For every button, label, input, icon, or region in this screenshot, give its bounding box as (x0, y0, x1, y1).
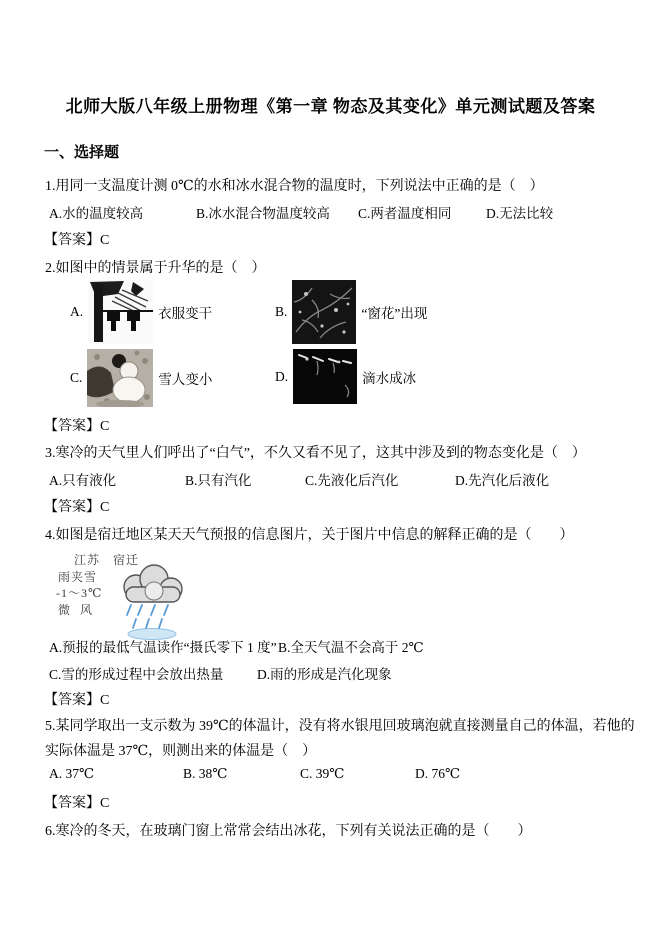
question-3-option-c: C.先液化后汽化 (305, 473, 399, 488)
question-5-option-c: C. 39℃ (300, 766, 345, 781)
question-4-text: 4.如图是宿迁地区某天天气预报的信息图片，关于图片中信息的解释正确的是（ ） (45, 528, 574, 543)
option-label: D. (275, 368, 289, 384)
option-caption: 衣服变干 (158, 306, 213, 321)
question-3-text: 3.寒冷的天气里人们呼出了“白气”，不久又看不见了，这其中涉及到的物态变化是（ ） (45, 446, 586, 461)
question-4-option-c: C.雪的形成过程中会放出热量 (49, 667, 224, 682)
question-3-answer: 【答案】C (44, 500, 110, 515)
question-1-answer: 【答案】C (44, 233, 110, 248)
question-2-option-b (275, 280, 427, 344)
question-4-option-a: A.预报的最低气温读作“摄氏零下 1 度” (49, 640, 277, 655)
question-3-option-a: A.只有液化 (49, 473, 117, 488)
question-5-options (49, 766, 629, 782)
question-3-option-d: D.先汽化后液化 (455, 473, 550, 488)
option-label: A. (70, 304, 84, 319)
question-1-option-d: D.无法比较 (486, 206, 554, 221)
question-6-text: 6.寒冷的冬天，在玻璃门窗上常常会结出冰花，下列有关说法正确的是（ ） (45, 824, 532, 839)
question-4-options-row-1 (49, 636, 629, 656)
question-5-option-a: A. 37℃ (49, 766, 95, 781)
question-2-image-row-1 (70, 280, 630, 346)
document-title: 北师大版八年级上册物理《第一章 物态及其变化》单元测试题及答案 (65, 97, 596, 116)
weather-forecast-graphic (56, 551, 206, 639)
option-caption: 滴水成冰 (362, 370, 417, 386)
section-heading: 一、选择题 (44, 145, 120, 161)
option-label: B. (275, 304, 288, 319)
question-1-option-b: B.冰水混合物温度较高 (196, 206, 330, 221)
question-3-option-b: B.只有汽化 (185, 473, 252, 488)
question-1-text: 1.用同一支温度计测 0℃的水和冰水混合物的温度时，下列说法中正确的是（ ） (45, 179, 544, 194)
question-2-answer: 【答案】C (44, 419, 110, 434)
question-3-options (49, 469, 629, 489)
question-2-option-d (275, 349, 416, 404)
clothes-drying-image (88, 280, 153, 344)
question-2-text: 2.如图中的情景属于升华的是（ ） (45, 261, 266, 276)
weather-region-label: 江苏 宿迁 (74, 553, 140, 567)
option-caption: 雪人变小 (158, 372, 213, 387)
question-1-option-c: C.两者温度相同 (358, 206, 452, 221)
rain-cloud-icon (114, 559, 190, 641)
question-4-options-row-2 (49, 663, 629, 683)
weather-temperature-label: -1～3℃ (56, 586, 103, 600)
question-5-answer: 【答案】C (44, 796, 110, 811)
dripping-water-freezing-image (293, 349, 357, 404)
question-1-options (49, 202, 629, 222)
weather-wind-label: 微风 (58, 603, 103, 617)
question-4-option-d: D.雨的形成是汽化现象 (257, 667, 392, 682)
question-1-option-a: A.水的温度较高 (49, 206, 144, 221)
question-4-option-b: B.全天气温不会高于 2℃ (278, 640, 424, 655)
question-5-option-d: D. 76℃ (415, 766, 461, 781)
question-4-answer: 【答案】C (44, 693, 110, 708)
question-5-text: 5.某同学取出一支示数为 39℃的体温计，没有将水银甩回玻璃泡就直接测量自己的体温，若他的实际体温是 37℃，则测出来的体温是（ ） (45, 719, 635, 759)
question-2-image-row-2 (70, 349, 630, 409)
option-caption: “窗花”出现 (361, 306, 428, 321)
snowman-shrinking-image (87, 349, 153, 407)
question-2-option-c (70, 349, 212, 407)
window-frost-image (292, 280, 356, 344)
question-2-option-a (70, 280, 212, 344)
weather-condition-label: 雨夹雪 (58, 570, 98, 584)
question-5-option-b: B. 38℃ (183, 766, 228, 781)
option-label: C. (70, 370, 83, 385)
